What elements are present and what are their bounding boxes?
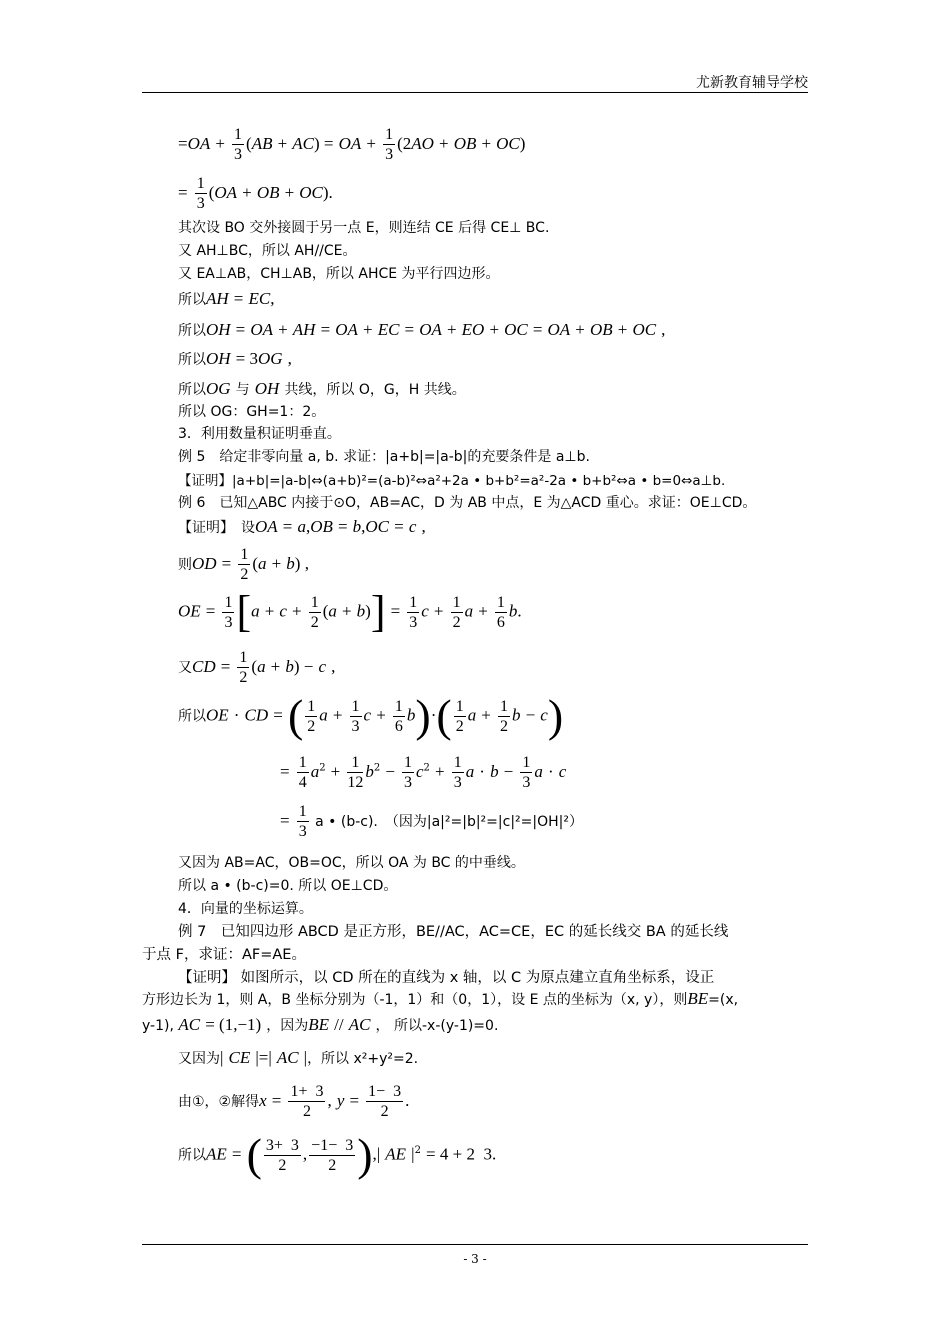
text-line-23: 所以 a • (b-c)=0. 所以 OE⊥CD。 (178, 878, 398, 894)
text-line-27: 【证明】 如图所示，以 CD 所在的直线为 x 轴，以 C 为原点建立直角坐标系，设正 (178, 970, 715, 986)
formula-line-30: 又因为| CE |=| AC |，所以 x²+y²=2. (178, 1048, 419, 1067)
formula-line-18: 又CD = $\frac{1}{2}$ (a + b) − c , (178, 649, 336, 686)
formula-line-2: = $\frac{1}{3}$ (OA + OB + OC). (178, 175, 333, 212)
text-line-22: 又因为 AB=AC，OB=OC，所以 OA 为 BC 的中垂线。 (178, 855, 525, 871)
text-line-14: 例 6 已知△ABC 内接于⊙O，AB=AC，D 为 AB 中点，E 为△ACD 重心。求证：OE⊥CD。 (178, 495, 757, 511)
text-line-10: 所以 OG：GH=1：2。 (178, 404, 326, 420)
formula-line-19: 所以OE · CD = ( $\frac{1}{2}$ a + $\frac{1}{3}$ c + $\frac{1}{6}$ b)·( $\frac{1}{2}$ a + $\frac{1}{2}$ b − c) (178, 690, 564, 741)
header-divider (142, 92, 808, 93)
text-line-4: 又 AH⊥BC，所以 AH//CE。 (178, 243, 357, 259)
text-line-12: 例 5 给定非零向量 a, b. 求证：|a+b|=|a-b|的充要条件是 a⊥b. (178, 449, 590, 465)
formula-line-9: 所以OG 与 OH 共线，所以 O，G，H 共线。 (178, 379, 466, 398)
formula-line-6: 所以AH = EC, (178, 289, 275, 308)
text-line-26: 于点 F，求证：AF=AE。 (142, 947, 306, 963)
text-line-28: 方形边长为 1，则 A，B 坐标分别为（-1，1）和（0，1），设 E 点的坐标为（x, y），则BE=(x, (142, 989, 739, 1008)
formula-line-31: 由①，②解得x = $\frac{1+ 3}{2}$ , y = $\frac{1- 3}{2}$ . (178, 1083, 410, 1120)
formula-line-21: = $\frac{1}{3}$ a • (b-c). （因为|a|²=|b|²=|c|²=|OH|²） (280, 803, 583, 840)
text-line-3: 其次设 BO 交外接圆于另一点 E，则连结 CE 后得 CE⊥ BC. (178, 220, 550, 236)
page-number: - 3 - (463, 1252, 487, 1266)
formula-line-15: 【证明】 设OA = a,OB = b,OC = c , (178, 517, 426, 536)
formula-line-20: = $\frac{1}{4}$ $a^2$ + $\frac{1}{12}$ $b^2$ − $\frac{1}{3}$ $c^2$ + $\frac{1}{3}$ a · b − $\frac{1}{3}$ a · c (280, 754, 567, 791)
header-school-name: 尤新教育辅导学校 (696, 75, 808, 91)
formula-line-16: 则OD = $\frac{1}{2}$ (a + b) , (178, 546, 309, 583)
text-line-5: 又 EA⊥AB，CH⊥AB，所以 AHCE 为平行四边形。 (178, 266, 500, 282)
text-line-11: 3．利用数量积证明垂直。 (178, 426, 341, 442)
formula-line-17: OE = $\frac{1}{3}$ [a + c + $\frac{1}{2}$ (a + b)] = $\frac{1}{3}$ c + $\frac{1}{2}$ a + $\frac{1}{6}$ b. (178, 587, 522, 636)
text-line-24: 4．向量的坐标运算。 (178, 901, 313, 917)
text-line-13: 【证明】|a+b|=|a-b|⇔(a+b)²=(a-b)²⇔a²+2a • b+b²=a²-2a • b+b²⇔a • b=0⇔a⊥b. (178, 473, 726, 489)
formula-line-1: =OA + $\frac{1}{3}$ (AB + AC) = OA + $\frac{1}{3}$ (2AO + OB + OC) (178, 126, 526, 163)
formula-line-29: y-1), AC = (1,−1) ，因为BE // AC ， 所以-x-(y-1)=0. (142, 1015, 499, 1034)
footer-divider (142, 1244, 808, 1245)
formula-line-8: 所以OH = 3OG , (178, 349, 292, 368)
formula-line-32: 所以AE = ( $\frac{3+ 3}{2}$ , $\frac{-1- 3}{2}$ ),| AE $|^2 = 4 + 2$ 3. (178, 1129, 497, 1180)
text-line-25: 例 7 已知四边形 ABCD 是正方形，BE//AC，AC=CE，EC 的延长线交 BA 的延长线 (178, 924, 729, 940)
formula-line-7: 所以OH = OA + AH = OA + EC = OA + EO + OC = OA + OB + OC , (178, 320, 666, 339)
